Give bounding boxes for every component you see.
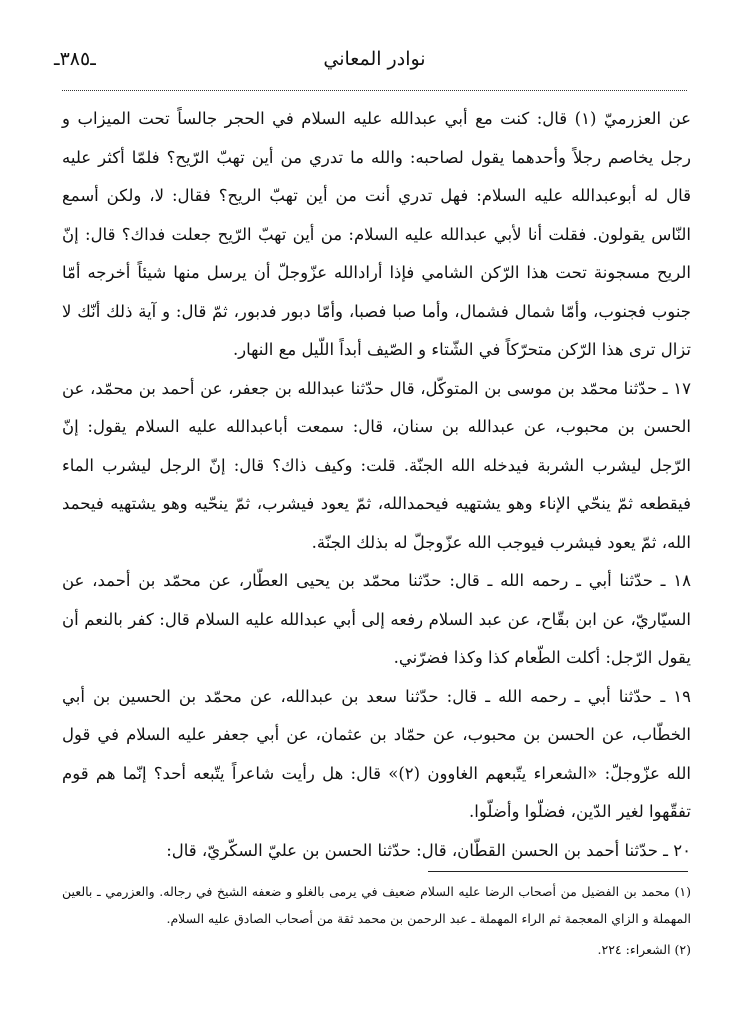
paragraph-19: ١٩ ـ حدّثنا أبي ـ رحمه الله ـ قال: حدّثنا سعد بن عبدالله، عن محمّد بن الحسين بن أبي الخطّاب، عن الحسن بن محبوب، عن حمّاد بن عثمان، عن أبي جعفر عليه السلام في قول الله عزّوجلّ: «الشعراء يتّبعهم الغاوون (٢)» قال: هل رأيت شاعراً يتّبعه أحد؟ إنّما هم قوم تفقّهوا لغير الدّين، فضلّوا وأضلّوا. [62,686,691,821]
footnotes [62,878,691,963]
body-text [62,100,691,870]
paragraph-17: ١٧ ـ حدّثنا محمّد بن موسى بن المتوكّل، قال حدّثنا عبدالله بن جعفر، عن أحمد بن محمّد، عن الحسن بن محبوب، عن عبدالله بن سنان، قال: سمعت أباعبدالله عليه السلام يقول: إنّ الرّجل ليشرب الشربة فيدخله الله الجنّة. قلت: وكيف ذاك؟ قال: إنّ الرجل ليشرب الماء فيقطعه ثمّ ينحّي الإناء وهو يشتهيه فيحمدالله، ثمّ يعود فيشرب، ثمّ ينحّيه وهو يشتهيه فيحمد الله، ثمّ يعود فيشرب فيوجب الله عزّوجلّ له بذلك الجنّة. [62,378,691,552]
page-header [40,44,709,80]
header-divider [62,90,687,91]
footnote-1: (١) محمد بن الفضيل من أصحاب الرضا عليه السلام ضعيف في يرمى بالغلو و ضعفه الشيخ في رجاله. والعزرمي ـ بالعين المهملة و الزاي المعجمة ثم الراء المهملة ـ عبد الرحمن بن محمد ثقة من أصحاب الصادق عليه السلام. [62,884,691,926]
page-number: ـ٣٨٥ـ [54,48,96,70]
book-title: نوادر المعاني [323,48,426,70]
footnote-divider [428,871,688,872]
footnote-2: (٢) الشعراء: ٢٢٤. [597,942,691,957]
paragraph-16: عن العزرميّ (١) قال: كنت مع أبي عبدالله عليه السلام في الحجر جالساً تحت الميزاب و رجل يخاصم رجلاً وأحدهما يقول لصاحبه: والله ما تدري من أين تهبّ الرّيح؟ فلمّا أكثر عليه قال له أبوعبدالله عليه السلام: فهل تدري أنت من أين تهبّ الريح؟ فقال: لا، ولكن أسمع النّاس يقولون. فقلت أنا لأبي عبدالله عليه السلام: من أين تهبّ الرّيح جعلت فداك؟ قال: إنّ الريح مسجونة تحت هذا الرّكن الشامي فإذا أرادالله عزّوجلّ أن يرسل منها شيئاً أخرجه أمّا جنوب فجنوب، وأمّا شمال فشمال، وأما صبا فصبا، وأمّا دبور فدبور، ثمّ قال: و آية ذلك أنّك لا تزال ترى هذا الرّكن متحرّكاً في الشّتاء و الصّيف أبداً اللّيل مع النهار. [62,109,691,359]
paragraph-18: ١٨ ـ حدّثنا أبي ـ رحمه الله ـ قال: حدّثنا محمّد بن يحيى العطّار، عن محمّد بن أحمد، عن السيّاريّ، عن ابن بقّاح، عن عبد السلام رفعه إلى أبي عبدالله عليه السلام قال: كفر بالنعم أن يقول الرّجل: أكلت الطّعام كذا وكذا فضرّني. [62,571,691,667]
paragraph-20: ٢٠ ـ حدّثنا أحمد بن الحسن القطّان، قال: حدّثنا الحسن بن عليّ السكّريّ، قال: [166,840,691,860]
